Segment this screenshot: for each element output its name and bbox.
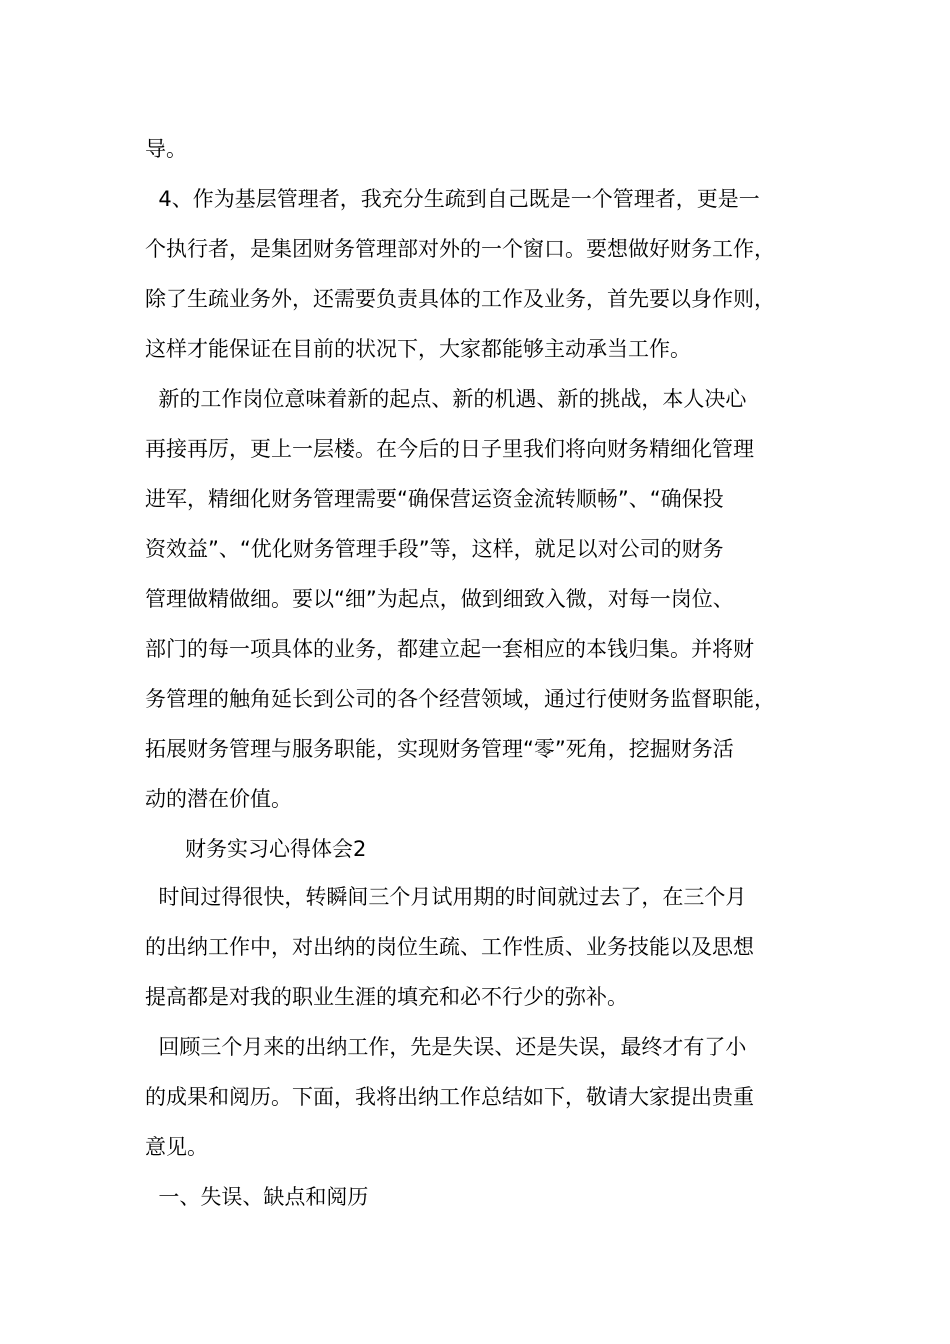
text-line: 新的工作岗位意味着新的起点、新的机遇、新的挑战，本人决心 bbox=[145, 387, 747, 411]
text-line: 提高都是对我的职业生涯的填充和必不行少的弥补。 bbox=[145, 985, 628, 1009]
text-line: 拓展财务管理与服务职能，实现财务管理“零”死角，挖掘财务活 bbox=[145, 737, 734, 761]
section-heading: 财务实习心得体会2 bbox=[145, 837, 367, 861]
text-line: 资效益”、“优化财务管理手段”等，这样，就足以对公司的财务 bbox=[145, 537, 724, 561]
text-line: 4、作为基层管理者，我充分生疏到自己既是一个管理者，更是一 bbox=[145, 187, 760, 211]
text-line: 动的潜在价值。 bbox=[145, 787, 292, 811]
text-line: 再接再厉，更上一层楼。在今后的日子里我们将向财务精细化管理 bbox=[145, 437, 754, 461]
text-line: 务管理的触角延长到公司的各个经营领域，通过行使财务监督职能， bbox=[145, 687, 775, 711]
text-line: 管理做精做细。要以“细”为起点，做到细致入微，对每一岗位、 bbox=[145, 587, 734, 611]
subsection-heading: 一、失误、缺点和阅历 bbox=[145, 1185, 369, 1209]
text-line: 进军，精细化财务管理需要“确保营运资金流转顺畅”、“确保投 bbox=[145, 487, 724, 511]
text-line: 部门的每一项具体的业务，都建立起一套相应的本钱归集。并将财 bbox=[145, 637, 754, 661]
text-line: 时间过得很快，转瞬间三个月试用期的时间就过去了，在三个月 bbox=[145, 885, 747, 909]
text-line: 除了生疏业务外，还需要负责具体的工作及业务，首先要以身作则， bbox=[145, 287, 775, 311]
text-line: 回顾三个月来的出纳工作，先是失误、还是失误，最终才有了小 bbox=[145, 1035, 747, 1059]
text-line: 这样才能保证在目前的状况下，大家都能够主动承当工作。 bbox=[145, 337, 691, 361]
text-line: 导。 bbox=[145, 137, 187, 161]
text-line: 的出纳工作中，对出纳的岗位生疏、工作性质、业务技能以及思想 bbox=[145, 935, 754, 959]
text-line: 个执行者，是集团财务管理部对外的一个窗口。要想做好财务工作， bbox=[145, 237, 775, 261]
text-line: 意见。 bbox=[145, 1135, 208, 1159]
text-line: 的成果和阅历。下面，我将出纳工作总结如下，敬请大家提出贵重 bbox=[145, 1085, 754, 1109]
